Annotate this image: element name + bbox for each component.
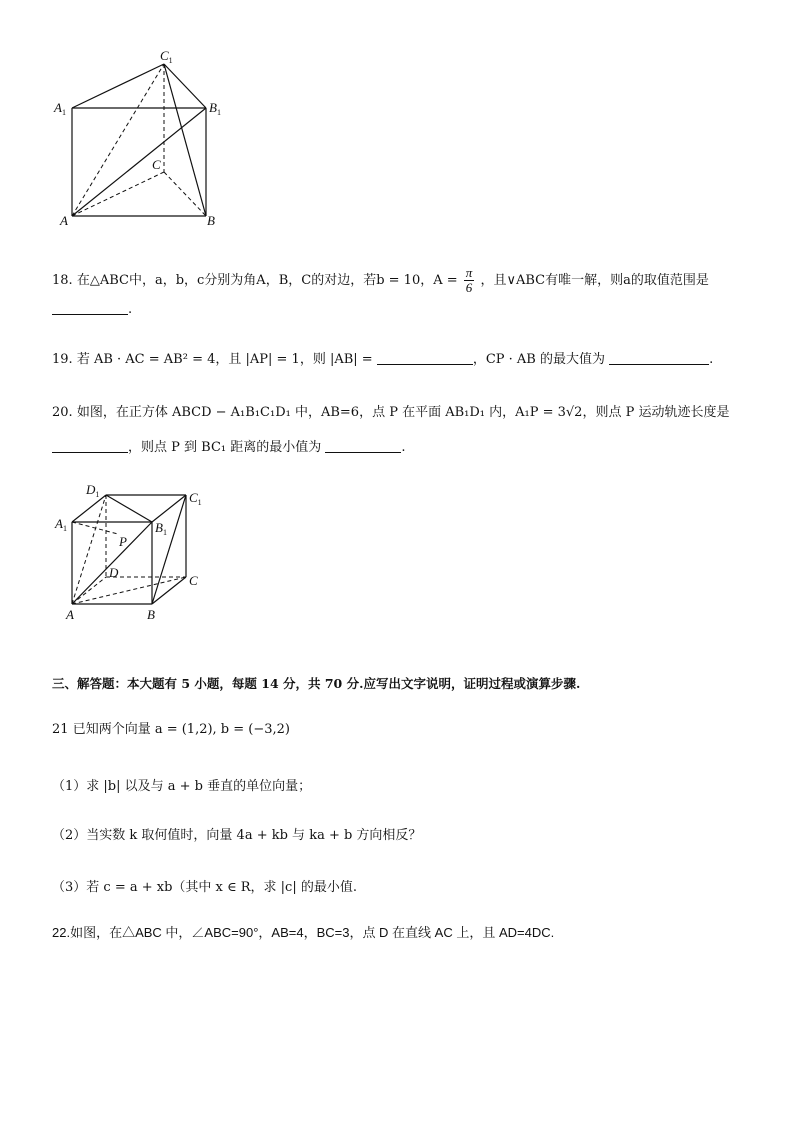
- label-c1: $C_1$: [160, 48, 173, 65]
- question-18: 18. 在△ABC中，a，b，c分别为角A，B，C的对边，若b = 10，A = $\frac{\pi}{6}$ ，且∨ABC有唯一解，则a的取值范围是: [52, 265, 709, 295]
- label-a1: $A_1$: [54, 100, 66, 117]
- label-b1-cube: $B_1$: [155, 520, 167, 537]
- label-a: A: [60, 213, 68, 228]
- label-d1: $D_1$: [86, 482, 100, 499]
- question-21-intro: 21 已知两个向量 a = (1,2), b = (−3,2): [52, 722, 290, 737]
- label-c1-cube: $C_1$: [189, 490, 202, 507]
- fraction-pi-6: $\frac{\pi}{6}$: [465, 265, 473, 295]
- label-p: P: [119, 534, 127, 549]
- question-21-part2: （2）当实数 k 取何值时，向量 4a + kb 与 ka + b 方向相反？: [52, 828, 422, 843]
- question-20-line2: ，则点 P 到 BC₁ 距离的最小值为 .: [52, 436, 406, 455]
- label-a-cube: A: [66, 607, 74, 622]
- question-22: 22.如图，在△ABC 中，∠ABC=90°，AB=4，BC=3，点 D 在直线 AC 上，且 AD=4DC.: [52, 925, 555, 940]
- label-b-cube: B: [147, 607, 155, 622]
- label-b1: $B_1$: [209, 100, 221, 117]
- label-a1-cube: $A_1$: [55, 516, 67, 533]
- question-21-part1: （1）求 |b| 以及与 a + b 垂直的单位向量；: [52, 779, 312, 794]
- label-b: B: [207, 213, 215, 228]
- label-c-cube: C: [189, 573, 198, 588]
- section-3-title: 三、解答题：本大题有 5 小题，每题 14 分，共 70 分.应写出文字说明，证明过程或演算步骤.: [52, 676, 581, 691]
- question-20-line1: 20. 如图，在正方体 ABCD − A₁B₁C₁D₁ 中，AB=6，点 P 在平面 AB₁D₁ 内，A₁P = 3√2，则点 P 运动轨迹长度是: [52, 405, 730, 420]
- question-21-part3: （3）若 c = a + xb（其中 x ∈ R，求 |c| 的最小值.: [52, 880, 357, 895]
- label-c: C: [152, 157, 161, 172]
- answer-blank-18: .: [52, 302, 132, 317]
- label-d: D: [109, 565, 119, 580]
- question-19: 19. 若 AB · AC = AB² = 4，且 |AP| = 1，则 |AB| = ，CP · AB 的最大值为 .: [52, 352, 714, 367]
